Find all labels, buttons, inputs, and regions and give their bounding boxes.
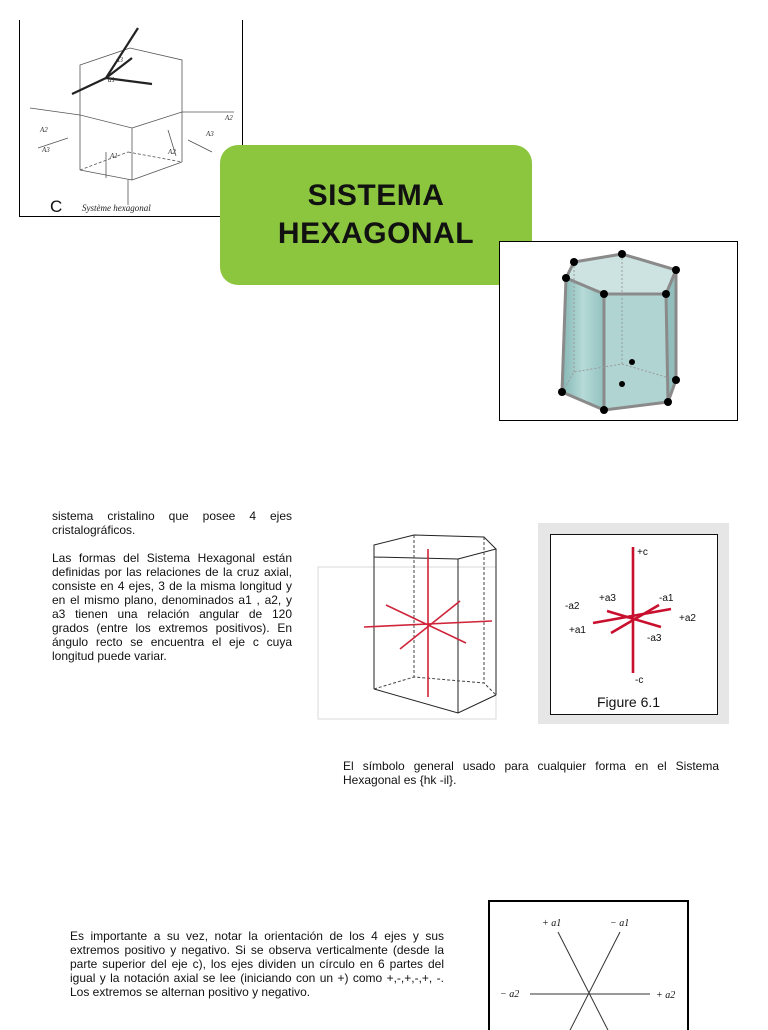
label-plus-a1: +a1 — [569, 625, 586, 636]
label-plus-c: +c — [637, 547, 648, 558]
orientation-text: Es importante a su vez, notar la orientación de los 4 ejes y sus extremos positivo y negativo. Si se observa verticalmente (desde la parte superior del eje c), los ejes dividen un círculo en 6 partes del igual y la notación axial se lee (iniciando con un +) como +,-,+,-,+, -. Los extremos se alternan positivo y negativo. — [70, 929, 444, 999]
hexagonal-sketch-drawing — [20, 20, 243, 217]
intro-paragraph-1: sistema cristalino que posee 4 ejes cristalográficos. — [52, 509, 292, 537]
sketch-label-a2-bottom: A2 — [168, 148, 176, 156]
symbol-text: El símbolo general usado para cualquier forma en el Sistema Hexagonal es {hk -il}. — [343, 759, 719, 787]
axes-topview-drawing — [490, 902, 689, 1030]
label-minus-a1: -a1 — [659, 593, 674, 604]
sketch-label-a2-right: A2 — [225, 114, 233, 122]
label-topview-minus-a1: − a1 — [610, 918, 630, 929]
sketch-label-a1: a1 — [108, 76, 115, 84]
label-minus-a3: -a3 — [647, 633, 662, 644]
figure-axes-topview — [488, 900, 689, 1030]
hexagonal-prism-drawing — [500, 242, 738, 421]
label-topview-minus-a2: − a2 — [500, 989, 520, 1000]
label-plus-a3: +a3 — [599, 593, 616, 604]
sketch-label-a3: a3 — [116, 56, 123, 64]
sketch-label-a1-bottom: A1 — [110, 152, 118, 160]
intro-paragraph-2: Las formas del Sistema Hexagonal están definidas por las relaciones de la cruz axial, consiste en 4 ejes, 3 de la misma longitud y en el mismo plano, denominados a1 , a2, y a3 tienen una relación angular de 120 grados (entre los extremos positivos). En ángulo recto se encuentra el eje c cuya longitud puede variar. — [52, 551, 292, 663]
figure-6-1-caption: Figure 6.1 — [597, 694, 661, 710]
page-title — [278, 177, 474, 253]
sketch-label-a3-left: A3 — [42, 146, 50, 154]
label-plus-a2: +a2 — [679, 613, 696, 624]
figure-hexagonal-prism — [499, 241, 738, 421]
sketch-caption: Système hexagonal — [82, 203, 151, 213]
sketch-label-a2-left: A2 — [40, 126, 48, 134]
label-minus-a2: -a2 — [565, 601, 580, 612]
title-line-1: SISTEMA — [307, 179, 445, 212]
title-line-2: HEXAGONAL — [277, 217, 475, 250]
sketch-label-a3-right: A3 — [206, 130, 214, 138]
axes-diagram — [551, 535, 717, 714]
label-topview-plus-a1: + a1 — [542, 918, 562, 929]
figure-6-1-panel — [550, 534, 718, 715]
label-minus-c: -c — [635, 675, 644, 686]
intro-text — [52, 509, 292, 677]
label-topview-plus-a2: + a2 — [656, 990, 676, 1001]
figure-6-1 — [538, 523, 729, 724]
title-box — [220, 145, 532, 285]
prism-axes-drawing — [316, 527, 498, 722]
figure-hexagonal-sketch — [19, 20, 243, 217]
sketch-caption-letter: C — [50, 197, 63, 216]
figure-prism-axes — [316, 527, 498, 722]
